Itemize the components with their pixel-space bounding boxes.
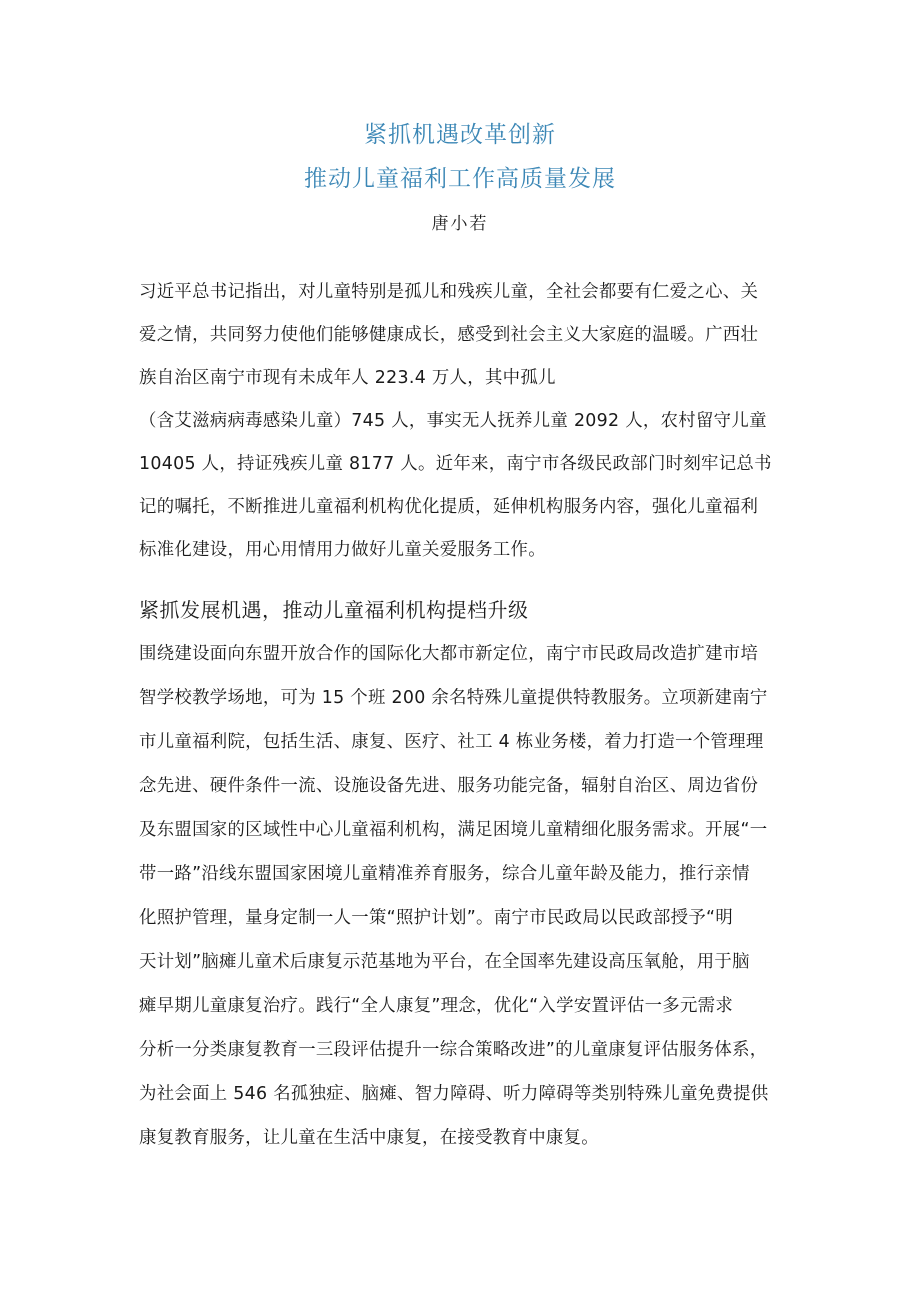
paragraph-line: 天计划”脑瘫儿童术后康复示范基地为平台，在全国率先建设高压氧舱，用于脑 <box>139 952 750 972</box>
paragraph-line: 市儿童福利院，包括生活、康复、医疗、社工 4 栋业务楼，着力打造一个管理理 <box>139 732 764 752</box>
paragraph-line: 念先进、硬件条件一流、设施设备先进、服务功能完备，辐射自治区、周边省份 <box>139 776 759 796</box>
document-title-line1: 紧抓机遇改革创新 <box>364 122 556 148</box>
paragraph-line: 瘫早期儿童康复治疗。践行“全人康复”理念，优化“入学安置评估一多元需求 <box>139 996 734 1016</box>
paragraph-line: 化照护管理，量身定制一人一策“照护计划”。南宁市民政局以民政部授予“明 <box>139 908 734 928</box>
paragraph-line: 分析一分类康复教育一三段评估提升一综合策略改进”的儿童康复评估服务体系， <box>139 1040 768 1060</box>
author-name: 唐小若 <box>431 214 489 234</box>
paragraph-line: 族自治区南宁市现有未成年人 223.4 万人，其中孤儿 <box>139 368 556 388</box>
paragraph-line: 为社会面上 546 名孤独症、脑瘫、智力障碍、听力障碍等类别特殊儿童免费提供 <box>139 1084 769 1104</box>
paragraph-line: 习近平总书记指出，对儿童特别是孤儿和残疾儿童，全社会都要有仁爱之心、关 <box>139 282 759 302</box>
paragraph-line: （含艾滋病病毒感染儿童）745 人，事实无人抚养儿童 2092 人，农村留守儿童 <box>139 411 767 431</box>
paragraph-line: 带一路”沿线东盟国家困境儿童精准养育服务，综合儿童年龄及能力，推行亲情 <box>139 864 750 884</box>
paragraph-line: 爱之情，共同努力使他们能够健康成长，感受到社会主义大家庭的温暖。广西壮 <box>139 325 759 345</box>
paragraph-line: 智学校教学场地，可为 15 个班 200 余名特殊儿童提供特教服务。立项新建南宁 <box>139 688 768 708</box>
paragraph-line: 记的嘱托，不断推进儿童福利机构优化提质，延伸机构服务内容，强化儿童福利 <box>139 497 759 517</box>
paragraph-line: 围绕建设面向东盟开放合作的国际化大都市新定位，南宁市民政局改造扩建市培 <box>139 644 759 664</box>
section-heading: 紧抓发展机遇，推动儿童福利机构提档升级 <box>139 598 529 622</box>
paragraph-line: 10405 人，持证残疾儿童 8177 人。近年来，南宁市各级民政部门时刻牢记总书 <box>139 454 772 474</box>
document-title-line2: 推动儿童福利工作高质量发展 <box>304 166 616 192</box>
paragraph-line: 康复教育服务，让儿童在生活中康复，在接受教育中康复。 <box>139 1128 599 1148</box>
paragraph-line: 标准化建设，用心用情用力做好儿童关爱服务工作。 <box>139 540 546 560</box>
paragraph-line: 及东盟国家的区域性中心儿童福利机构，满足困境儿童精细化服务需求。开展“一 <box>139 820 768 840</box>
